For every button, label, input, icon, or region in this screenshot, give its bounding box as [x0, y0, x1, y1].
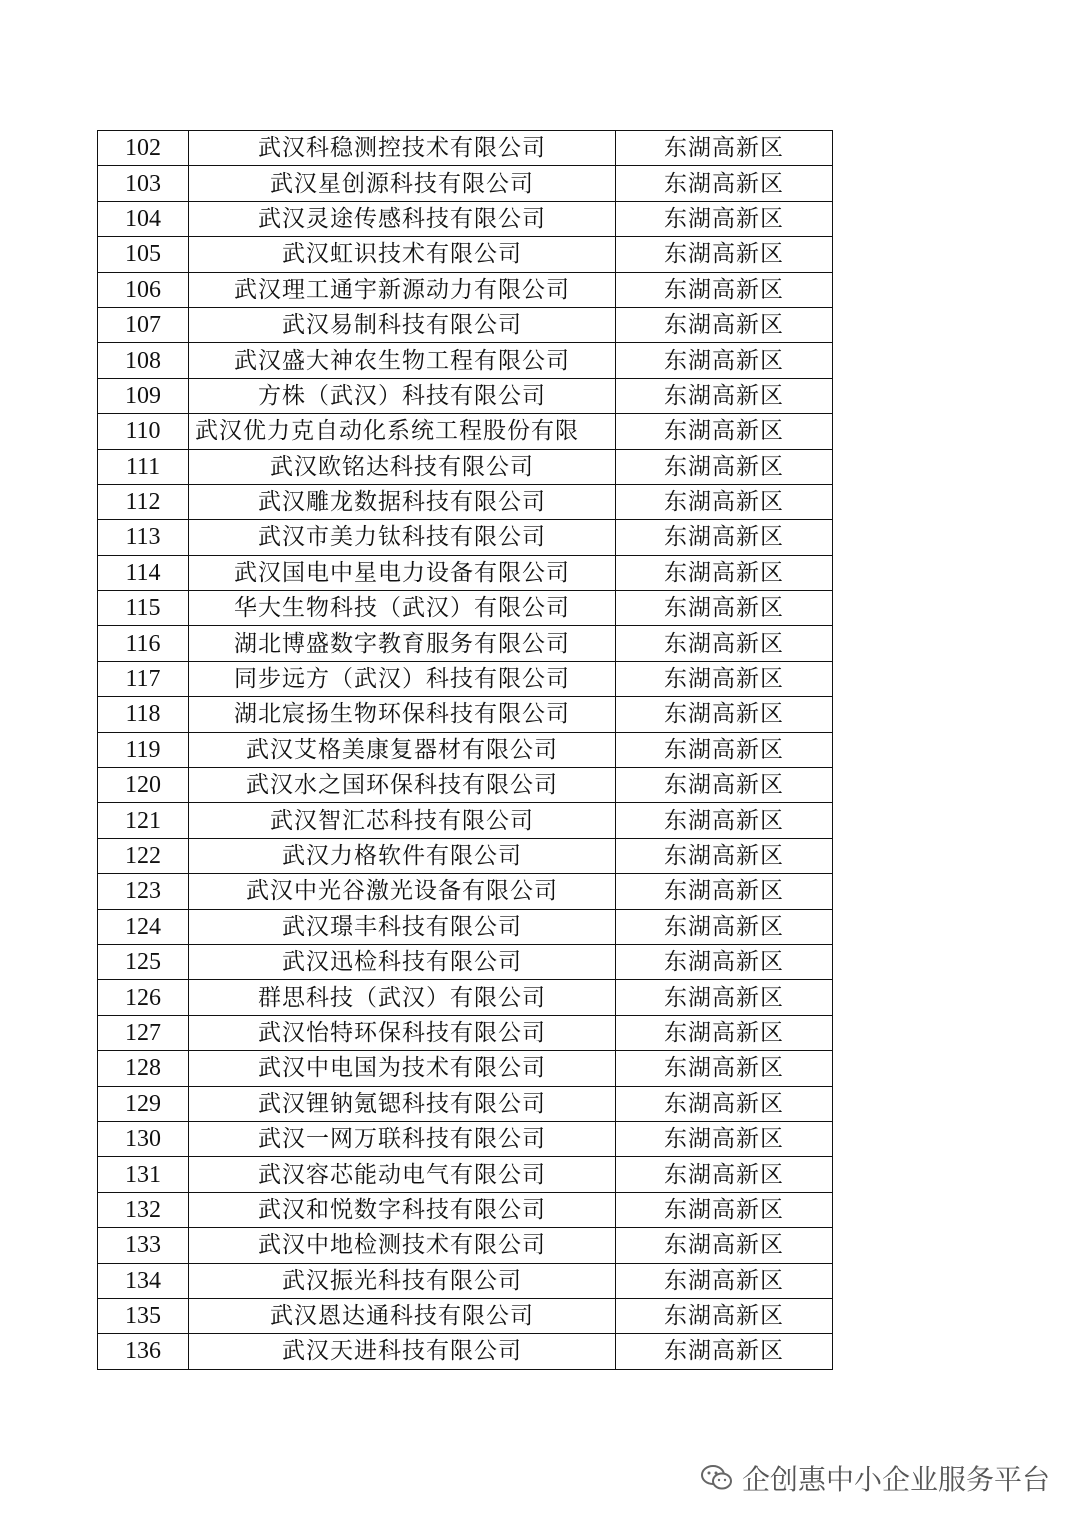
row-number: 110 [98, 414, 189, 449]
table-row [98, 1263, 833, 1298]
company-name: 武汉雕龙数据科技有限公司 [189, 484, 616, 519]
district: 东湖高新区 [616, 237, 833, 272]
table-row [98, 980, 833, 1015]
company-name: 武汉虹识技术有限公司 [189, 237, 616, 272]
district: 东湖高新区 [616, 1228, 833, 1263]
company-name: 武汉中光谷激光设备有限公司 [189, 874, 616, 909]
district: 东湖高新区 [616, 378, 833, 413]
company-name: 同步远方（武汉）科技有限公司 [189, 661, 616, 696]
row-number: 111 [98, 449, 189, 484]
table-row [98, 272, 833, 307]
company-name: 武汉天进科技有限公司 [189, 1334, 616, 1369]
company-name: 武汉中地检测技术有限公司 [189, 1228, 616, 1263]
district: 东湖高新区 [616, 1157, 833, 1192]
company-name: 武汉智汇芯科技有限公司 [189, 803, 616, 838]
table-row [98, 237, 833, 272]
row-number: 126 [98, 980, 189, 1015]
row-number: 127 [98, 1015, 189, 1050]
district: 东湖高新区 [616, 909, 833, 944]
table-row [98, 555, 833, 590]
district: 东湖高新区 [616, 520, 833, 555]
table-row [98, 201, 833, 236]
row-number: 122 [98, 838, 189, 873]
company-name: 武汉容芯能动电气有限公司 [189, 1157, 616, 1192]
company-name: 武汉力格软件有限公司 [189, 838, 616, 873]
table-row [98, 661, 833, 696]
table-row [98, 484, 833, 519]
company-name: 武汉和悦数字科技有限公司 [189, 1192, 616, 1227]
table-row [98, 343, 833, 378]
district: 东湖高新区 [616, 307, 833, 342]
table-row [98, 803, 833, 838]
row-number: 116 [98, 626, 189, 661]
company-name: 武汉怡特环保科技有限公司 [189, 1015, 616, 1050]
row-number: 113 [98, 520, 189, 555]
company-name: 武汉恩达通科技有限公司 [189, 1298, 616, 1333]
district: 东湖高新区 [616, 661, 833, 696]
district: 东湖高新区 [616, 484, 833, 519]
table-row [98, 520, 833, 555]
watermark [700, 1458, 1050, 1498]
row-number: 121 [98, 803, 189, 838]
company-name: 武汉一网万联科技有限公司 [189, 1121, 616, 1156]
table-row [98, 1228, 833, 1263]
table-row [98, 909, 833, 944]
row-number: 118 [98, 697, 189, 732]
company-name: 武汉灵途传感科技有限公司 [189, 201, 616, 236]
district: 东湖高新区 [616, 626, 833, 661]
district: 东湖高新区 [616, 1051, 833, 1086]
district: 东湖高新区 [616, 768, 833, 803]
table-row [98, 1051, 833, 1086]
row-number: 124 [98, 909, 189, 944]
table-row [98, 414, 833, 449]
row-number: 117 [98, 661, 189, 696]
row-number: 128 [98, 1051, 189, 1086]
table-row [98, 449, 833, 484]
company-name: 武汉锂钠氪锶科技有限公司 [189, 1086, 616, 1121]
company-name: 湖北博盛数字教育服务有限公司 [189, 626, 616, 661]
table-row [98, 378, 833, 413]
company-list-table [97, 130, 833, 1370]
row-number: 123 [98, 874, 189, 909]
district: 东湖高新区 [616, 201, 833, 236]
row-number: 136 [98, 1334, 189, 1369]
district: 东湖高新区 [616, 591, 833, 626]
company-name: 武汉星创源科技有限公司 [189, 166, 616, 201]
company-name: 方株（武汉）科技有限公司 [189, 378, 616, 413]
district: 东湖高新区 [616, 1263, 833, 1298]
company-name: 武汉易制科技有限公司 [189, 307, 616, 342]
row-number: 131 [98, 1157, 189, 1192]
table-row [98, 307, 833, 342]
district: 东湖高新区 [616, 166, 833, 201]
company-name: 群思科技（武汉）有限公司 [189, 980, 616, 1015]
company-name: 华大生物科技（武汉）有限公司 [189, 591, 616, 626]
row-number: 135 [98, 1298, 189, 1333]
company-name: 武汉中电国为技术有限公司 [189, 1051, 616, 1086]
row-number: 106 [98, 272, 189, 307]
company-name: 武汉艾格美康复器材有限公司 [189, 732, 616, 767]
row-number: 102 [98, 131, 189, 166]
table-row [98, 944, 833, 979]
row-number: 129 [98, 1086, 189, 1121]
row-number: 120 [98, 768, 189, 803]
row-number: 119 [98, 732, 189, 767]
district: 东湖高新区 [616, 555, 833, 590]
row-number: 108 [98, 343, 189, 378]
row-number: 107 [98, 307, 189, 342]
table-row [98, 1015, 833, 1050]
table-row [98, 1192, 833, 1227]
table-row [98, 1334, 833, 1369]
row-number: 104 [98, 201, 189, 236]
row-number: 105 [98, 237, 189, 272]
company-name: 武汉国电中星电力设备有限公司 [189, 555, 616, 590]
row-number: 115 [98, 591, 189, 626]
district: 东湖高新区 [616, 1192, 833, 1227]
company-name: 武汉理工通宇新源动力有限公司 [189, 272, 616, 307]
company-name: 武汉振光科技有限公司 [189, 1263, 616, 1298]
district: 东湖高新区 [616, 1015, 833, 1050]
district: 东湖高新区 [616, 944, 833, 979]
table-row [98, 166, 833, 201]
table-row [98, 1086, 833, 1121]
table-row [98, 732, 833, 767]
district: 东湖高新区 [616, 131, 833, 166]
row-number: 125 [98, 944, 189, 979]
table-row [98, 838, 833, 873]
company-name: 湖北宸扬生物环保科技有限公司 [189, 697, 616, 732]
district: 东湖高新区 [616, 697, 833, 732]
row-number: 133 [98, 1228, 189, 1263]
table-row [98, 591, 833, 626]
table-row [98, 1298, 833, 1333]
row-number: 112 [98, 484, 189, 519]
row-number: 132 [98, 1192, 189, 1227]
row-number: 130 [98, 1121, 189, 1156]
table-row [98, 626, 833, 661]
district: 东湖高新区 [616, 449, 833, 484]
company-name: 武汉璟丰科技有限公司 [189, 909, 616, 944]
row-number: 114 [98, 555, 189, 590]
district: 东湖高新区 [616, 980, 833, 1015]
table-row [98, 1157, 833, 1192]
district: 东湖高新区 [616, 272, 833, 307]
district: 东湖高新区 [616, 874, 833, 909]
district: 东湖高新区 [616, 414, 833, 449]
table-row [98, 1121, 833, 1156]
company-name: 武汉迅检科技有限公司 [189, 944, 616, 979]
district: 东湖高新区 [616, 803, 833, 838]
wechat-icon [700, 1463, 734, 1493]
company-name: 武汉市美力钛科技有限公司 [189, 520, 616, 555]
row-number: 103 [98, 166, 189, 201]
table-row [98, 131, 833, 166]
watermark-text: 企创惠中小企业服务平台 [742, 1463, 1051, 1496]
district: 东湖高新区 [616, 1121, 833, 1156]
company-name: 武汉水之国环保科技有限公司 [189, 768, 616, 803]
district: 东湖高新区 [616, 343, 833, 378]
table-row [98, 768, 833, 803]
district: 东湖高新区 [616, 1334, 833, 1369]
table-row [98, 874, 833, 909]
company-name: 武汉优力克自动化系统工程股份有限 [189, 414, 616, 449]
district: 东湖高新区 [616, 732, 833, 767]
row-number: 134 [98, 1263, 189, 1298]
district: 东湖高新区 [616, 1298, 833, 1333]
company-name: 武汉欧铭达科技有限公司 [189, 449, 616, 484]
table-row [98, 697, 833, 732]
district: 东湖高新区 [616, 838, 833, 873]
company-name: 武汉科稳测控技术有限公司 [189, 131, 616, 166]
district: 东湖高新区 [616, 1086, 833, 1121]
table-body [98, 131, 833, 1370]
row-number: 109 [98, 378, 189, 413]
company-name: 武汉盛大神农生物工程有限公司 [189, 343, 616, 378]
